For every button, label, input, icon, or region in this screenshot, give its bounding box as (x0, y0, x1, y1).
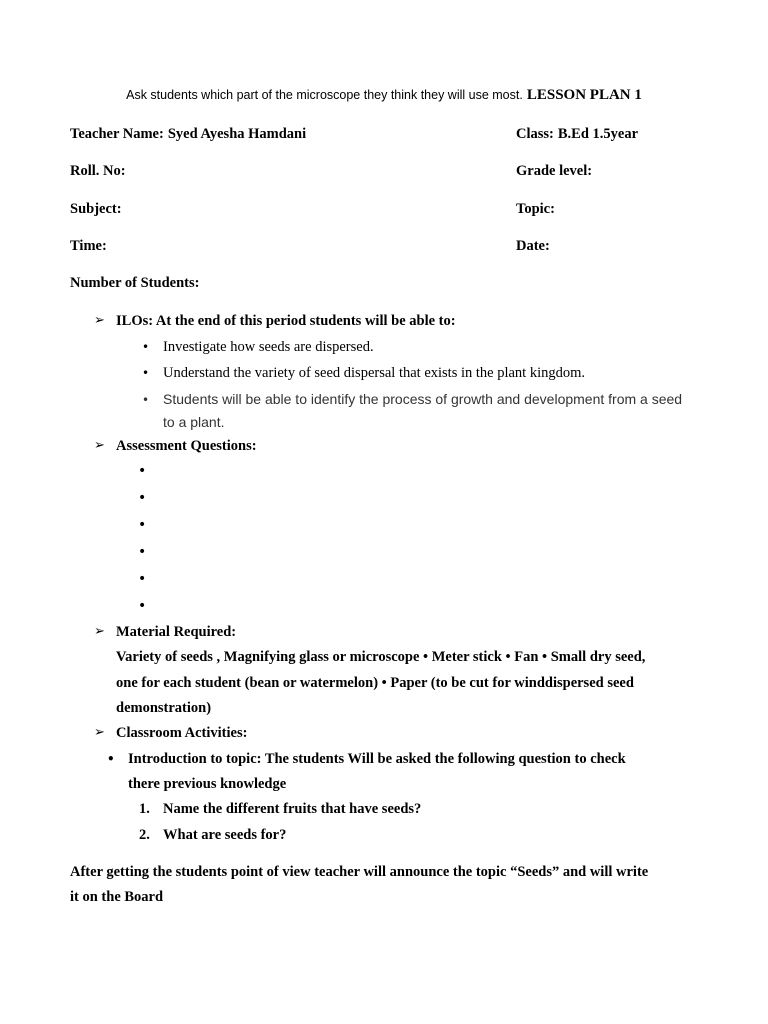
bullet-icon: • (107, 752, 115, 766)
ilo-item-continuation: to a plant. (163, 414, 225, 430)
arrow-bullet-icon: ➢ (94, 313, 105, 328)
assessment-bullet-icon: • (138, 517, 147, 533)
arrow-bullet-icon: ➢ (94, 624, 105, 639)
material-heading: ➢ Material Required: (94, 624, 237, 640)
teacher-name-field (70, 126, 306, 143)
classroom-activities-heading: ➢ Classroom Activities: (94, 725, 248, 741)
ilo-item: • Students will be able to identify the process of growth and development from a seed (142, 391, 683, 407)
topic-label: Topic: (516, 201, 555, 217)
page-title: LESSON PLAN 1 (526, 87, 642, 103)
arrow-bullet-icon: ➢ (94, 438, 105, 453)
arrow-bullet-icon: ➢ (94, 725, 105, 740)
grade-level-field (516, 163, 592, 180)
assessment-bullet-icon: • (138, 598, 147, 614)
subject-field (70, 201, 122, 218)
ilo-item: • Understand the variety of seed dispersal that exists in the plant kingdom. (142, 365, 586, 381)
time-field (70, 238, 107, 255)
activity-question: 2. What are seeds for? (139, 827, 287, 843)
teacher-name-label: Teacher Name: (70, 126, 164, 142)
ilo-item: • Investigate how seeds are dispersed. (142, 339, 374, 355)
roll-no-field (70, 163, 126, 180)
grade-level-label: Grade level: (516, 163, 593, 179)
roll-no-label: Roll. No: (70, 163, 126, 179)
activity-intro: • Introduction to topic: The students Will be asked the following question to check (107, 751, 626, 767)
assessment-bullet-icon: • (138, 571, 147, 587)
assessment-bullet-icon: • (138, 463, 147, 479)
date-field (516, 238, 550, 255)
class-value: B.Ed 1.5year (557, 126, 639, 142)
number-of-students-field (70, 275, 199, 292)
subject-label: Subject: (70, 201, 122, 217)
date-label: Date: (516, 238, 550, 254)
activity-question: 1. Name the different fruits that have seeds? (139, 801, 422, 817)
title-line (0, 86, 768, 104)
bullet-icon: • (142, 393, 150, 407)
assessment-heading: ➢ Assessment Questions: (94, 438, 257, 454)
activity-intro-continuation: there previous knowledge (128, 776, 287, 792)
assessment-bullet-icon: • (138, 490, 147, 506)
closing-paragraph-line: After getting the students point of view teacher will announce the topic “Seeds” and will write (70, 864, 649, 880)
closing-paragraph-line: it on the Board (70, 889, 164, 905)
material-line: one for each student (bean or watermelon) • Paper (to be cut for winddispersed seed (116, 675, 634, 691)
bullet-icon: • (142, 366, 150, 380)
material-line: Variety of seeds , Magnifying glass or microscope • Meter stick • Fan • Small dry seed, (116, 649, 646, 665)
topic-field (516, 201, 555, 218)
class-field (516, 126, 638, 143)
time-label: Time: (70, 238, 107, 254)
class-label: Class: (516, 126, 554, 142)
title-note: Ask students which part of the microscope they think they will use most. (126, 88, 523, 102)
ilos-heading: ➢ ILOs: At the end of this period students will be able to: (94, 313, 456, 329)
teacher-name-value: Syed Ayesha Hamdani (167, 126, 307, 142)
material-line: demonstration) (116, 700, 212, 716)
number-of-students-label: Number of Students: (70, 275, 200, 291)
assessment-bullet-icon: • (138, 544, 147, 560)
bullet-icon: • (142, 340, 150, 354)
